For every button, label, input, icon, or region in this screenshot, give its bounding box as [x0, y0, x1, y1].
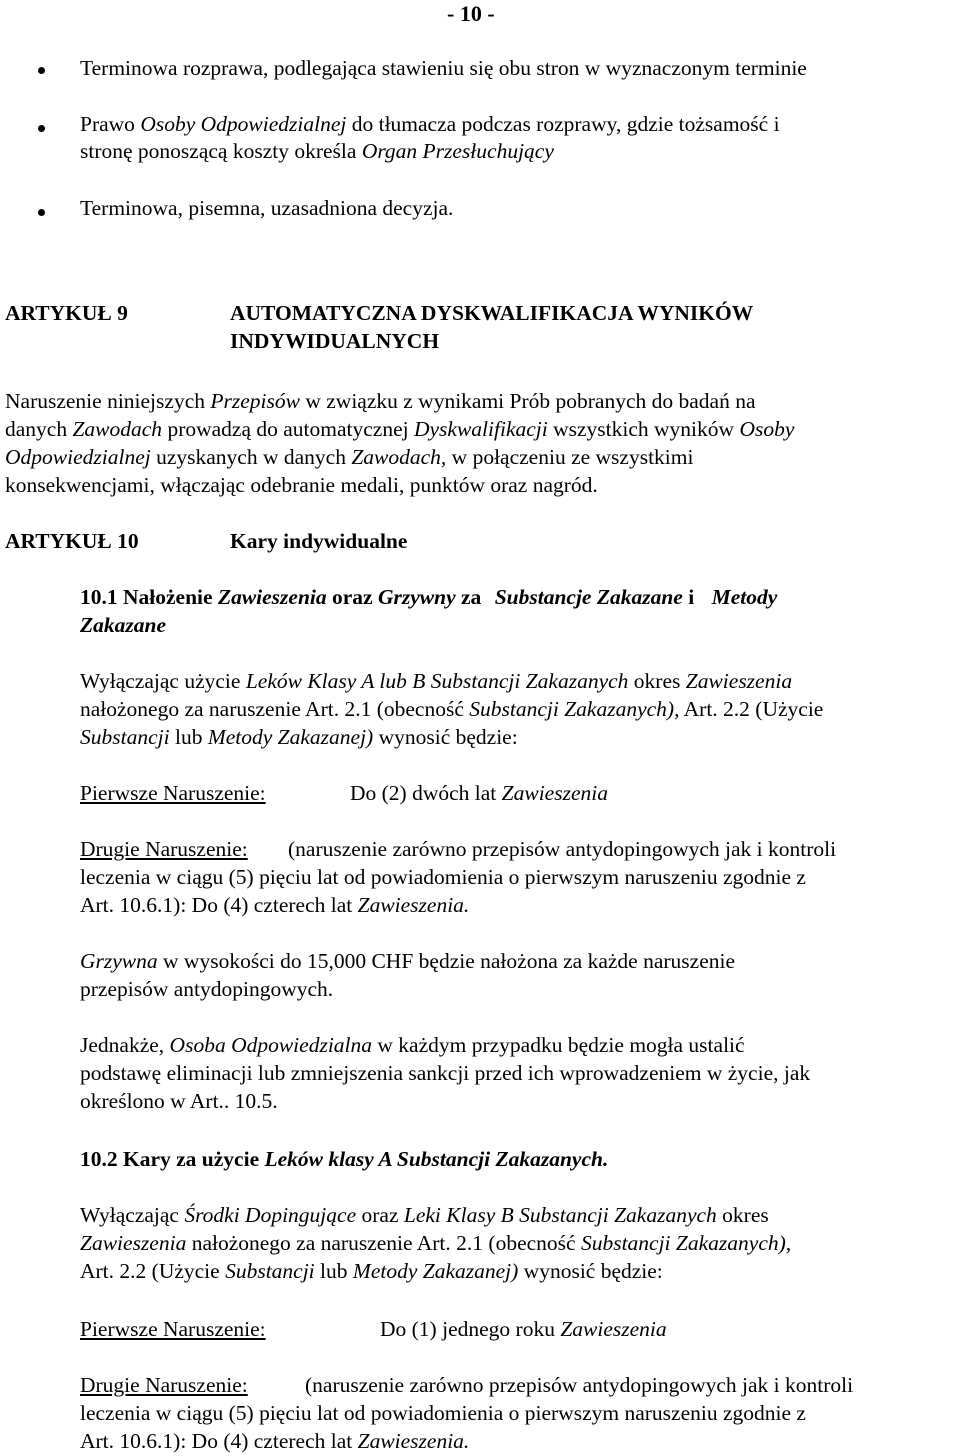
bullet-item-3: Terminowa, pisemna, uzasadniona decyzja. — [80, 196, 454, 220]
bullet-icon — [38, 125, 45, 132]
art9-label: ARTYKUŁ 9 — [5, 301, 128, 325]
bullet-item-2-cont: stronę ponoszącą koszty określa Organ Przesłuchujący — [80, 139, 554, 163]
first-violation-penalty: Do (2) dwóch lat Zawieszenia — [350, 781, 608, 805]
bullet-icon — [38, 209, 45, 216]
section-10-1-heading-cont: Zakazane — [80, 613, 166, 637]
bullet-icon — [38, 67, 45, 74]
first-violation-penalty-2: Do (1) jednego roku Zawieszenia — [380, 1317, 667, 1341]
section-10-1-heading: 10.1 Nałożenie Zawieszenia oraz Grzywny za Substancje Zakazane i Metody — [80, 585, 778, 609]
first-violation-label-2: Pierwsze Naruszenie: — [80, 1317, 266, 1341]
bullet-item-1: Terminowa rozprawa, podlegająca stawieniu się obu stron w wyznaczonym terminie — [80, 56, 807, 80]
second-violation-label: Drugie Naruszenie: — [80, 837, 248, 861]
art10-label: ARTYKUŁ 10 — [5, 529, 139, 553]
art9-title: AUTOMATYCZNA DYSKWALIFIKACJA WYNIKÓW — [230, 301, 754, 325]
art10-title: Kary indywidualne — [230, 529, 408, 553]
first-violation-label: Pierwsze Naruszenie: — [80, 781, 266, 805]
section-10-2-heading: 10.2 Kary za użycie Leków klasy A Substancji Zakazanych. — [80, 1147, 609, 1171]
second-violation-label-2: Drugie Naruszenie: — [80, 1373, 248, 1397]
page-number: - 10 - — [447, 1, 495, 26]
bullet-item-2: Prawo Osoby Odpowiedzialnej do tłumacza podczas rozprawy, gdzie tożsamość i — [80, 112, 780, 136]
art9-title-cont: INDYWIDUALNYCH — [230, 329, 440, 353]
